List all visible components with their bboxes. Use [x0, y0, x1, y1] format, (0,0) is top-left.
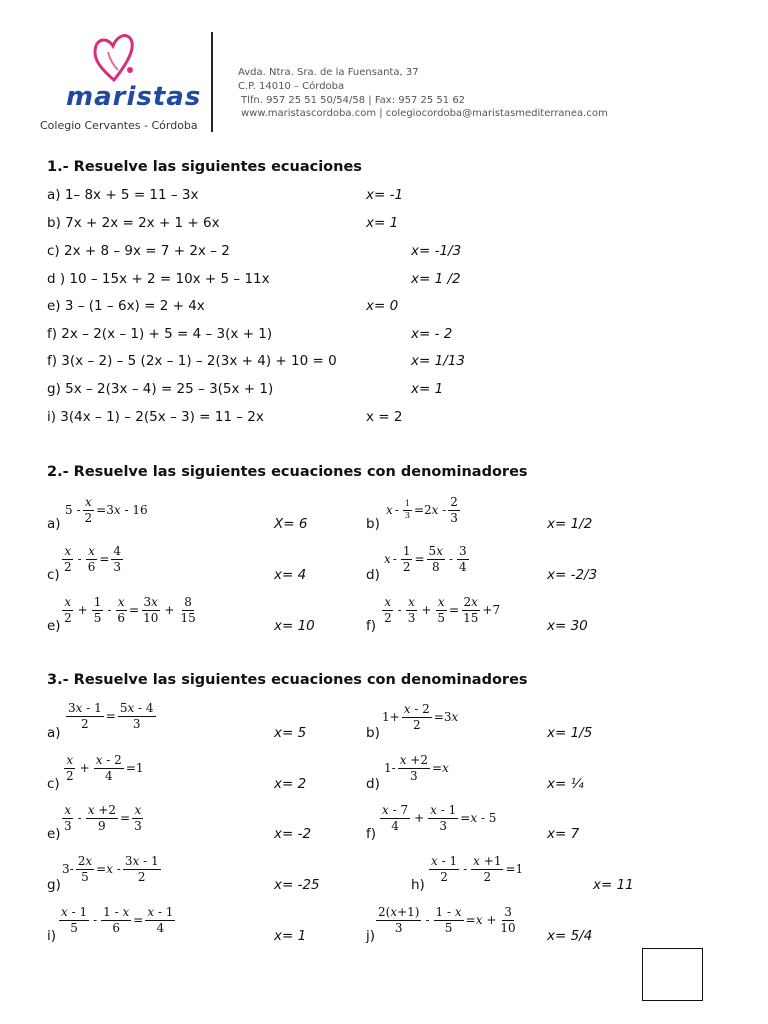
item-label: d) — [366, 567, 380, 583]
item-label: b) — [366, 516, 380, 532]
answer: x= 30 — [547, 618, 588, 634]
answer: x= -2 — [274, 826, 312, 842]
answer: x= -1/3 — [411, 243, 462, 259]
equation: 5 - $\frac{x}{2}$ =3x - 16 — [65, 495, 148, 525]
item-label: c) — [47, 567, 60, 583]
item-label: b) — [366, 725, 380, 741]
item-label: a) — [47, 725, 61, 741]
section-2-title: 2.- Resuelve las siguientes ecuaciones con denominadores — [47, 464, 528, 480]
answer: x = 2 — [366, 409, 403, 425]
answer: x= - 2 — [411, 326, 453, 342]
web-line: www.maristascordoba.com | colegiocordoba@maristasmediterranea.com — [241, 108, 608, 119]
item-label: f) — [366, 618, 377, 634]
equation: a) 1– 8x + 5 = 11 – 3x — [47, 187, 199, 203]
equation: $\frac{x}{2}$ + $\frac{x - 2}{4}$ =1 — [66, 753, 144, 783]
address-line-1: Avda. Ntra. Sra. de la Fuensanta, 37 — [238, 67, 419, 78]
section-3-title: 3.- Resuelve las siguientes ecuaciones con denominadores — [47, 672, 528, 688]
answer: x= 1 — [366, 215, 399, 231]
item-label: c) — [47, 776, 60, 792]
answer: x= 10 — [274, 618, 315, 634]
answer: x= 7 — [547, 826, 580, 842]
equation: g) 5x – 2(3x – 4) = 25 – 3(5x + 1) — [47, 381, 274, 397]
address-line-2: C.P. 14010 – Córdoba — [238, 81, 345, 92]
logo-text: maristas — [66, 82, 202, 112]
equation: b) 7x + 2x = 2x + 1 + 6x — [47, 215, 220, 231]
answer: x= 2 — [274, 776, 307, 792]
item-label: j) — [366, 928, 376, 944]
item-label: f) — [366, 826, 377, 842]
answer: x= 5/4 — [547, 928, 593, 944]
equation: 3- $\frac{2x}{5}$ =x - $\frac{3x - 1}{2}$ — [62, 854, 159, 884]
equation: $\frac{x}{2}$ + $\frac{1}{5}$ - $\frac{x}{6}$ = $\frac{3x}{10}$ + $\frac{8}{15}$ — [64, 595, 196, 625]
answer: x= 1/13 — [411, 353, 465, 369]
equation: 1- $\frac{x +2}{3}$ =x — [384, 753, 449, 783]
equation: $\frac{x - 7}{4}$ + $\frac{x - 1}{3}$ =x - 5 — [382, 803, 497, 833]
answer: X= 6 — [274, 516, 308, 532]
answer: x= -25 — [274, 877, 320, 893]
header-divider — [211, 32, 213, 132]
answer: x= 1/5 — [547, 725, 593, 741]
equation: i) 3(4x – 1) – 2(5x – 3) = 11 – 2x — [47, 409, 264, 425]
answer: x= -1 — [366, 187, 404, 203]
equation: e) 3 – (1 – 6x) = 2 + 4x — [47, 298, 205, 314]
equation: 1+ $\frac{x - 2}{2}$ =3x — [382, 702, 459, 732]
item-label: a) — [47, 516, 61, 532]
equation: x - $\frac{1}{2}$ = $\frac{5x}{8}$ - $\frac{3}{4}$ — [384, 544, 467, 574]
item-label: h) — [411, 877, 425, 893]
section-1-title: 1.- Resuelve las siguientes ecuaciones — [47, 159, 362, 175]
answer: x= 11 — [593, 877, 634, 893]
logo — [90, 30, 140, 85]
equation: $\frac{2(x+1)}{3}$ - $\frac{1 - x}{5}$ =x + $\frac{3}{10}$ — [378, 905, 516, 935]
item-label: e) — [47, 826, 61, 842]
answer: x= 1/2 — [547, 516, 593, 532]
heart-logo-icon — [90, 30, 140, 85]
item-label: e) — [47, 618, 61, 634]
answer: x= 0 — [366, 298, 399, 314]
empty-box — [642, 948, 703, 1001]
equation: d ) 10 – 15x + 2 = 10x + 5 – 11x — [47, 271, 270, 287]
equation: $\frac{x}{3}$ - $\frac{x +2}{9}$ = $\frac{x}{3}$ — [64, 803, 142, 833]
equation: $\frac{x}{2}$ - $\frac{x}{3}$ + $\frac{x}{5}$ = $\frac{2x}{15}$ +7 — [384, 595, 501, 625]
equation: $\frac{x - 1}{5}$ - $\frac{1 - x}{6}$ = $\frac{x - 1}{4}$ — [61, 905, 174, 935]
answer: x= 1 /2 — [411, 271, 461, 287]
equation: f) 2x – 2(x – 1) + 5 = 4 – 3(x + 1) — [47, 326, 273, 342]
equation: $\frac{x}{2}$ - $\frac{x}{6}$ = $\frac{4}{3}$ — [64, 544, 122, 574]
answer: x= ¼ — [547, 776, 584, 792]
equation: $\frac{x - 1}{2}$ - $\frac{x +1}{2}$ =1 — [431, 854, 524, 884]
answer: x= 1 — [274, 928, 307, 944]
school-name: Colegio Cervantes - Córdoba — [40, 119, 198, 132]
equation: $\frac{3x - 1}{2}$ = $\frac{5x - 4}{3}$ — [68, 701, 154, 731]
phone-line: Tlfn. 957 25 51 50/54/58 | Fax: 957 25 51 62 — [241, 95, 466, 106]
answer: x= 4 — [274, 567, 307, 583]
equation: x - $\frac{1}{3}$ =2x - $\frac{2}{3}$ — [386, 495, 458, 525]
equation: f) 3(x – 2) – 5 (2x – 1) – 2(3x + 4) + 10 = 0 — [47, 353, 337, 369]
answer: x= -2/3 — [547, 567, 598, 583]
item-label: g) — [47, 877, 61, 893]
equation: c) 2x + 8 – 9x = 7 + 2x – 2 — [47, 243, 230, 259]
answer: x= 5 — [274, 725, 307, 741]
answer: x= 1 — [411, 381, 444, 397]
item-label: i) — [47, 928, 57, 944]
item-label: d) — [366, 776, 380, 792]
